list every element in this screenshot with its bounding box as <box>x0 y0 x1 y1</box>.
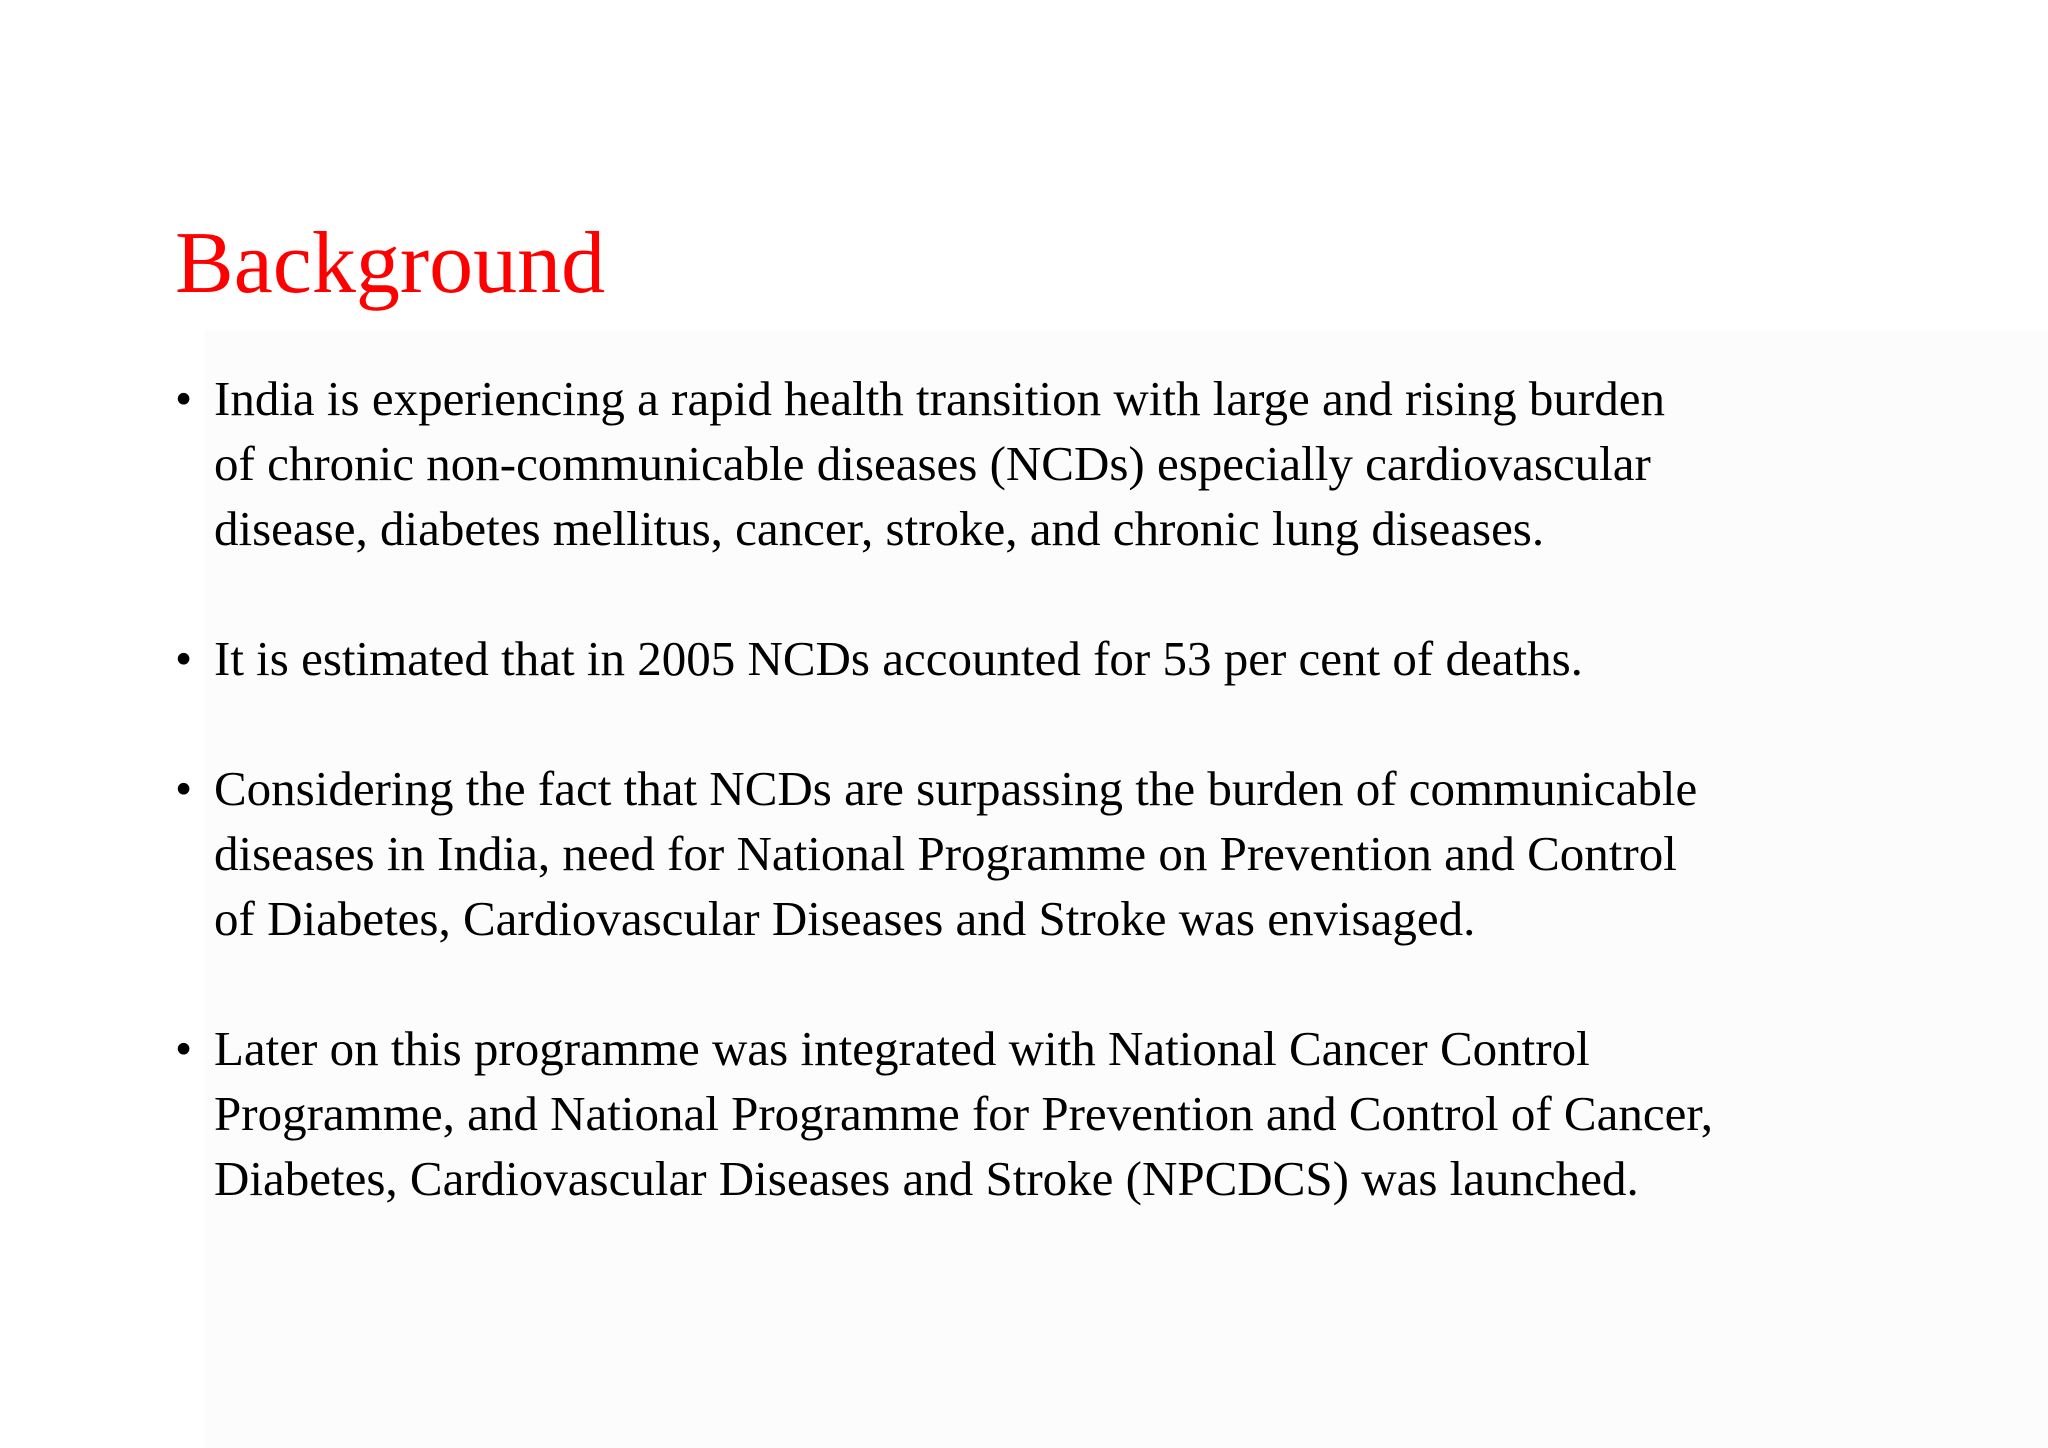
bullet-line: of chronic non-communicable diseases (NCDs) especially cardiovascular <box>214 436 1651 491</box>
bullet-item-npcdcs-launched <box>175 1016 1915 1211</box>
bullet-line: It is estimated that in 2005 NCDs accounted for 53 per cent of deaths. <box>214 631 1583 686</box>
bullet-line: diseases in India, need for National Programme on Prevention and Control <box>214 826 1677 881</box>
bullet-dot-icon: • <box>175 761 193 816</box>
bullet-dot-icon: • <box>175 371 193 426</box>
bullet-line: Considering the fact that NCDs are surpassing the burden of communicable <box>214 761 1698 816</box>
slide-title: Background <box>175 215 606 312</box>
bullet-dot-icon: • <box>175 631 193 686</box>
bullet-item-health-transition <box>175 366 1915 561</box>
bullet-dot-icon: • <box>175 1021 193 1076</box>
bullet-line: of Diabetes, Cardiovascular Diseases and Stroke was envisaged. <box>214 891 1476 946</box>
bullet-list <box>175 366 1915 1211</box>
bullet-line: Programme, and National Programme for Prevention and Control of Cancer, <box>214 1086 1713 1141</box>
bullet-item-ncd-deaths <box>175 626 1915 691</box>
bullet-line: India is experiencing a rapid health transition with large and rising burden <box>214 371 1665 426</box>
bullet-line: Diabetes, Cardiovascular Diseases and Stroke (NPCDCS) was launched. <box>214 1151 1639 1206</box>
bullet-line: disease, diabetes mellitus, cancer, stroke, and chronic lung diseases. <box>214 501 1545 556</box>
bullet-line: Later on this programme was integrated with National Cancer Control <box>214 1021 1590 1076</box>
bullet-item-programme-envisaged <box>175 756 1915 951</box>
